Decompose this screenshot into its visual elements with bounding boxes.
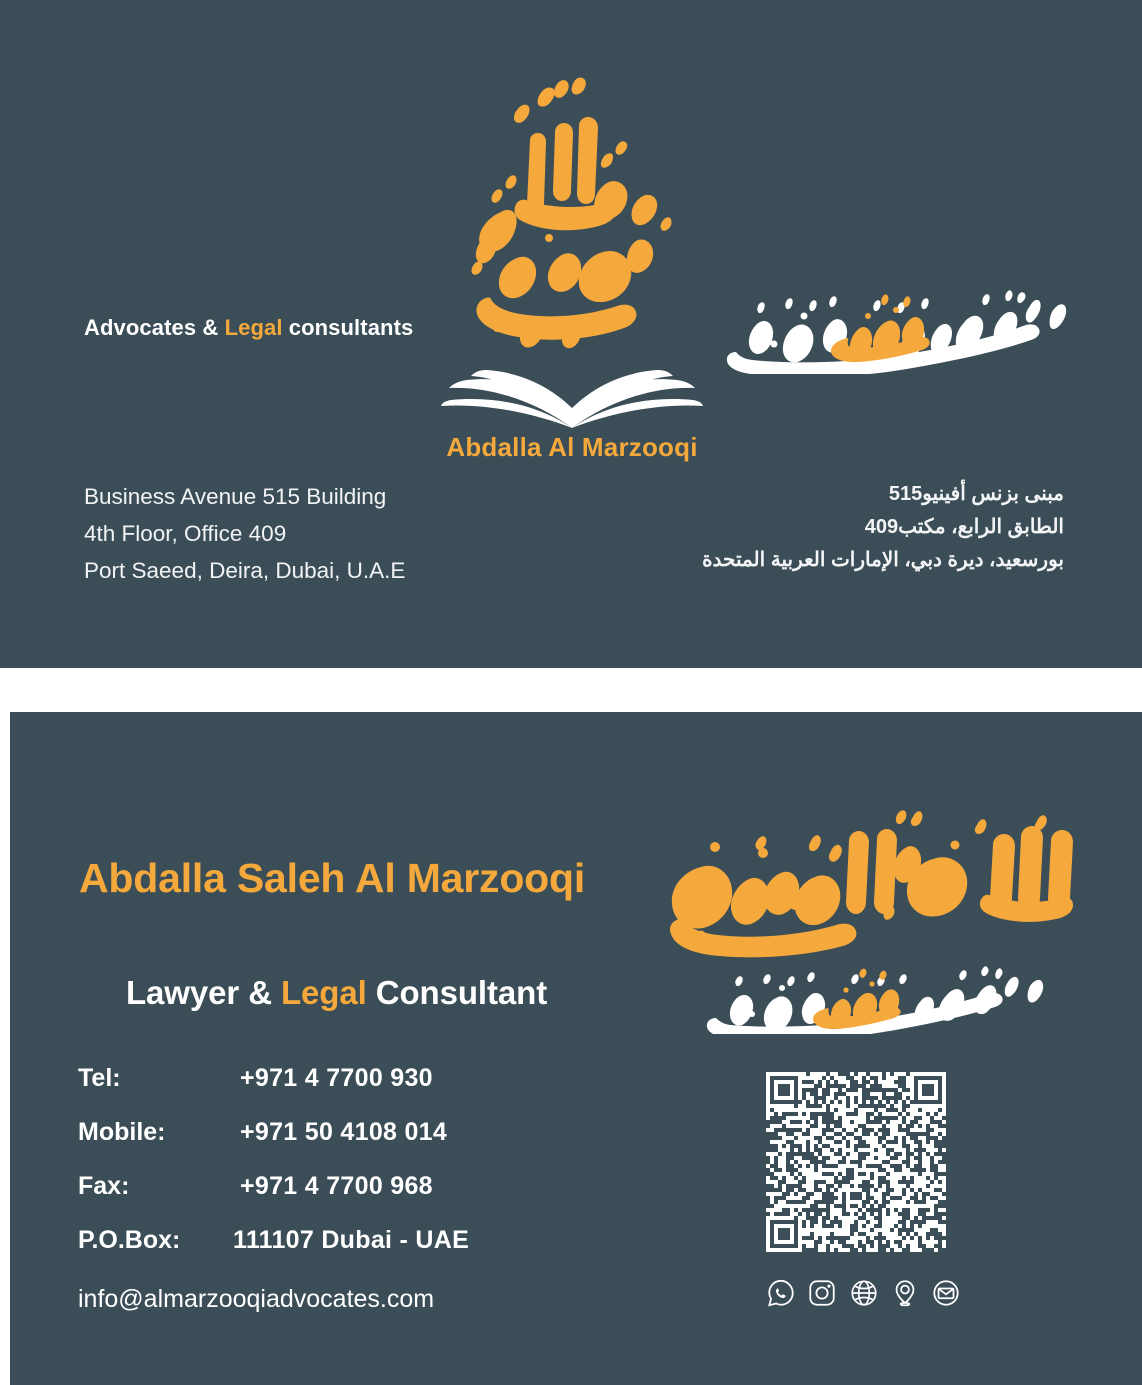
instagram-icon[interactable] xyxy=(807,1278,837,1308)
contact-value-mobile[interactable]: +971 50 4108 014 xyxy=(240,1118,448,1146)
contact-row xyxy=(78,1172,498,1226)
contact-label-fax: Fax: xyxy=(78,1172,130,1200)
contact-value-tel[interactable]: +971 4 7700 930 xyxy=(240,1064,433,1092)
contact-value-pobox: 111107 Dubai - UAE xyxy=(233,1226,470,1254)
contact-row xyxy=(78,1226,498,1276)
person-title-english xyxy=(126,974,547,1012)
social-icons xyxy=(766,1278,961,1308)
contact-label-tel: Tel: xyxy=(78,1064,121,1092)
contact-label-mobile: Mobile: xyxy=(78,1118,166,1146)
contact-value-fax: +971 4 7700 968 xyxy=(240,1172,433,1200)
contact-row xyxy=(78,1118,498,1172)
address-line-ar: الطابق الرابع، مكتب409 xyxy=(864,516,1064,538)
globe-icon[interactable] xyxy=(849,1278,879,1308)
address-line-ar: بورسعيد، ديرة دبي، الإمارات العربية المتحدة xyxy=(702,549,1064,571)
address-english xyxy=(84,478,405,589)
tagline-arabic-calligraphy xyxy=(700,282,1080,374)
person-name-arabic-calligraphy-icon xyxy=(645,795,1095,960)
email-icon[interactable] xyxy=(931,1278,961,1308)
title-part2: Consultant xyxy=(366,974,548,1011)
person-name-english: Abdalla Saleh Al Marzooqi xyxy=(79,855,586,901)
contact-label-pobox: P.O.Box: xyxy=(78,1226,181,1254)
whatsapp-icon[interactable] xyxy=(766,1278,796,1308)
email-address[interactable]: info@almarzooqiadvocates.com xyxy=(78,1285,435,1313)
logo-arabic-calligraphy-icon xyxy=(431,62,713,352)
qr-code-canvas xyxy=(766,1072,946,1252)
location-pin-icon[interactable] xyxy=(890,1278,920,1308)
person-name-arabic-calligraphy xyxy=(645,795,1095,960)
person-title-arabic-calligraphy xyxy=(682,962,1060,1034)
address-line: Port Saeed, Deira, Dubai, U.A.E xyxy=(84,558,406,583)
title-accent: Legal xyxy=(281,974,367,1011)
tagline-arabic-calligraphy-icon xyxy=(700,282,1080,374)
tagline-accent: Legal xyxy=(224,315,283,340)
logo-company-name: Abdalla Al Marzooqi xyxy=(446,432,698,462)
address-arabic xyxy=(702,478,1064,577)
tagline-english xyxy=(84,315,413,341)
address-line: 4th Floor, Office 409 xyxy=(84,521,287,546)
open-book-icon xyxy=(439,350,705,428)
qr-code[interactable] xyxy=(766,1072,946,1252)
contact-row xyxy=(78,1064,498,1118)
company-logo xyxy=(431,62,713,467)
tagline-part2: consultants xyxy=(282,315,414,340)
contact-details xyxy=(78,1064,498,1276)
title-part1: Lawyer & xyxy=(126,974,281,1011)
address-line-ar: مبنى بزنس أفينيو515 xyxy=(888,483,1064,505)
address-line: Business Avenue 515 Building xyxy=(84,484,387,509)
person-title-arabic-calligraphy-icon xyxy=(682,962,1060,1034)
business-card-front xyxy=(0,0,1142,668)
tagline-part1: Advocates & xyxy=(84,315,225,340)
